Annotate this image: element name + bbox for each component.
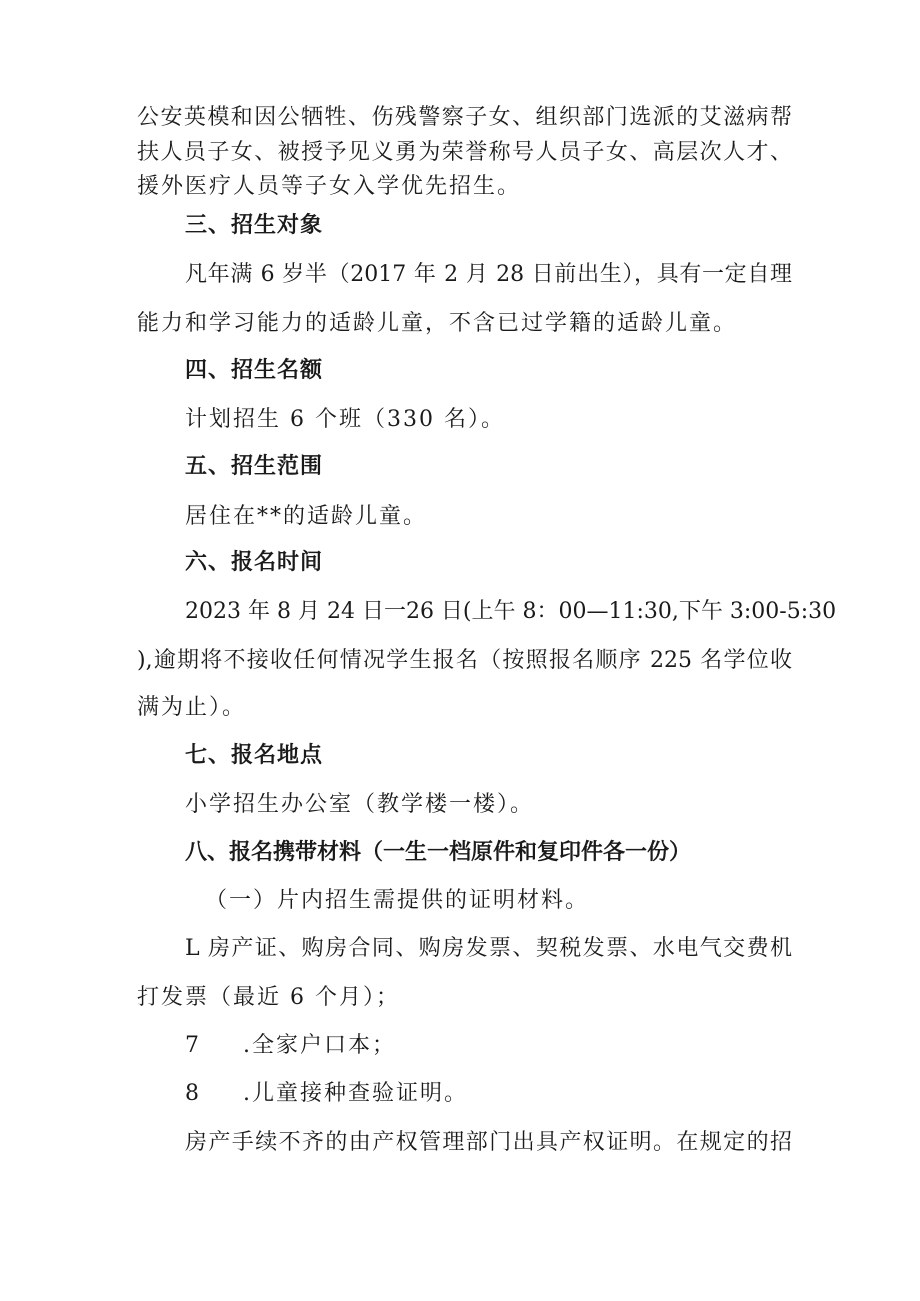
- list-item-7: [185, 1031, 396, 1061]
- paragraph-targets-line-1: 凡年满 6 岁半（2017 年 2 月 28 日前出生），具有一定自理: [185, 262, 792, 287]
- paragraph-scope: 居住在**的适龄儿童。: [185, 504, 428, 529]
- list-item-7-number: 7: [185, 1033, 201, 1058]
- heading-enrollment-scope: 五、招生范围: [185, 454, 324, 479]
- heading-registration-location: 七、报名地点: [185, 743, 324, 768]
- heading-enrollment-targets: 三、招生对象: [185, 213, 324, 238]
- paragraph-targets-line-2: 能力和学习能力的适龄儿童，不含已过学籍的适龄儿童。: [137, 311, 738, 336]
- paragraph-priority-line-3: 援外医疗人员等子女入学优先招生。: [137, 174, 522, 199]
- paragraph-time-line-1: 2023 年 8 月 24 日一26 日(上午 8：00—11:30,下午 3:00-5:30: [185, 599, 837, 624]
- paragraph-materials-subheading: （一）片内招生需提供的证明材料。: [205, 888, 590, 913]
- heading-registration-time: 六、报名时间: [185, 550, 324, 575]
- list-item-7-text: .全家户口本；: [243, 1033, 396, 1058]
- paragraph-property-proof: 房产手续不齐的由产权管理部门出具产权证明。在规定的招: [185, 1130, 792, 1155]
- paragraph-quota: 计划招生 6 个班（330 名）。: [185, 407, 505, 432]
- list-item-8-number: 8: [185, 1081, 201, 1106]
- paragraph-priority-line-1: 公安英模和因公牺牲、伤残警察子女、组织部门选派的艾滋病帮: [137, 105, 792, 130]
- list-item-1-line-1: L 房产证、购房合同、购房发票、契税发票、水电气交费机: [185, 936, 792, 961]
- paragraph-time-line-2: ),逾期将不接收任何情况学生报名（按照报名顺序 225 名学位收: [137, 648, 792, 673]
- list-item-8: [185, 1079, 468, 1109]
- paragraph-location: 小学招生办公室（教学楼一楼）。: [185, 792, 535, 817]
- list-item-8-text: .儿童接种查验证明。: [243, 1081, 468, 1106]
- paragraph-priority-line-2: 扶人员子女、被授予见义勇为荣誉称号人员子女、高层次人才、: [137, 140, 792, 165]
- paragraph-time-line-3: 满为止）。: [137, 695, 247, 720]
- list-item-1-line-2: 打发票（最近 6 个月）；: [137, 985, 400, 1010]
- heading-enrollment-quota: 四、招生名额: [185, 358, 324, 383]
- heading-required-materials: 八、报名携带材料（一生一档原件和复印件各一份）: [185, 840, 692, 865]
